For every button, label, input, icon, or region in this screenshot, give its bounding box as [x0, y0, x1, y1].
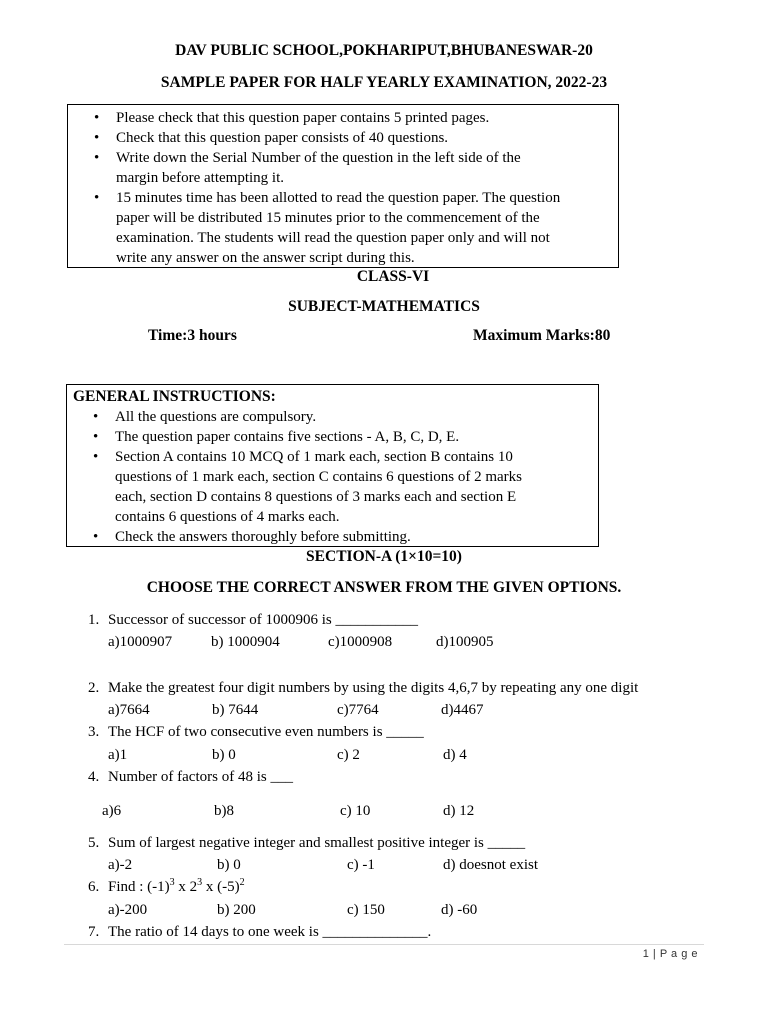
option-b: b) 7644 — [212, 702, 259, 718]
option-d: d) 12 — [443, 803, 475, 819]
option-c: c)7764 — [337, 702, 379, 718]
option-d: d)100905 — [436, 634, 494, 650]
option-a: a)6 — [102, 803, 122, 819]
option-c: c) -1 — [347, 857, 375, 873]
max-marks-label: Maximum Marks:80 — [473, 327, 611, 344]
instruction-item: • All the questions are compulsory. — [67, 407, 598, 427]
option-c: c) 2 — [337, 747, 360, 763]
question-6: 6. Find : $(-1)^3$ x $2^3$ x $(-5)^2$ — [88, 877, 245, 895]
option-b: b) 1000904 — [211, 634, 280, 650]
section-a-instruction: CHOOSE THE CORRECT ANSWER FROM THE GIVEN OPTIONS. — [146, 579, 622, 596]
page-label: P a g e — [659, 948, 698, 960]
question-2: 2. Make the greatest four digit numbers by using the digits 4,6,7 by repeating any one digit — [88, 680, 639, 696]
notice-box — [67, 104, 619, 268]
option-a: a)7664 — [108, 702, 150, 718]
notice-item: • 15 minutes time has been allotted to read the question paper. The question paper will be distributed 15 minutes prior to the commencement of the examination. The students will read the question paper only and will not write any answer on the answer script during this. — [68, 188, 618, 268]
exam-title: SAMPLE PAPER FOR HALF YEARLY EXAMINATION, 2022-23 — [160, 74, 608, 91]
general-instructions-box — [66, 384, 599, 547]
option-d: d)4467 — [441, 702, 484, 718]
class-label: CLASS-VI — [356, 268, 430, 285]
option-d: d) 4 — [443, 747, 467, 763]
option-a: a)1000907 — [108, 634, 173, 650]
instruction-item: • Check the answers thoroughly before submitting. — [67, 527, 598, 547]
section-a-title: SECTION-A (1×10=10) — [306, 548, 462, 565]
option-b: b) 0 — [217, 857, 241, 873]
question-4: 4. Number of factors of 48 is ___ — [88, 769, 293, 785]
option-d: d) doesnot exist — [443, 857, 538, 873]
option-a: a)-200 — [108, 902, 148, 918]
question-7: 7. The ratio of 14 days to one week is ______________. — [88, 924, 432, 940]
option-b: b) 200 — [217, 902, 256, 918]
footer-divider — [64, 944, 704, 945]
question-1: 1. Successor of successor of 1000906 is ___________ — [88, 612, 418, 628]
option-c: c) 150 — [347, 902, 385, 918]
subject-label: SUBJECT-MATHEMATICS — [288, 298, 480, 315]
option-a: a)1 — [108, 747, 128, 763]
question-5: 5. Sum of largest negative integer and smallest positive integer is _____ — [88, 835, 526, 851]
page-footer: 1 | P a g e — [642, 948, 698, 960]
notice-item: • Write down the Serial Number of the question in the left side of the margin before attempting it. — [68, 148, 618, 188]
option-d: d) -60 — [441, 902, 478, 918]
general-instructions-title: GENERAL INSTRUCTIONS: — [73, 388, 276, 405]
instruction-item: • The question paper contains five sections - A, B, C, D, E. — [67, 427, 598, 447]
school-name: DAV PUBLIC SCHOOL,POKHARIPUT,BHUBANESWAR-20 — [175, 42, 593, 59]
option-a: a)-2 — [108, 857, 133, 873]
option-c: c) 10 — [340, 803, 371, 819]
time-label: Time:3 hours — [148, 327, 237, 344]
notice-item: • Check that this question paper consists of 40 questions. — [68, 128, 618, 148]
instruction-item: • Section A contains 10 MCQ of 1 mark each, section B contains 10 questions of 1 mark each, section C contains 6 questions of 2 marks each, section D contains 8 questions of 3 marks each and section E contains 6 questions of 4 marks each. — [67, 447, 598, 527]
option-b: b) 0 — [212, 747, 236, 763]
option-c: c)1000908 — [328, 634, 393, 650]
notice-item: • Please check that this question paper contains 5 printed pages. — [68, 108, 618, 128]
question-3: 3. The HCF of two consecutive even numbers is _____ — [88, 724, 424, 740]
page-number: 1 — [642, 948, 650, 960]
option-b: b)8 — [214, 803, 234, 819]
